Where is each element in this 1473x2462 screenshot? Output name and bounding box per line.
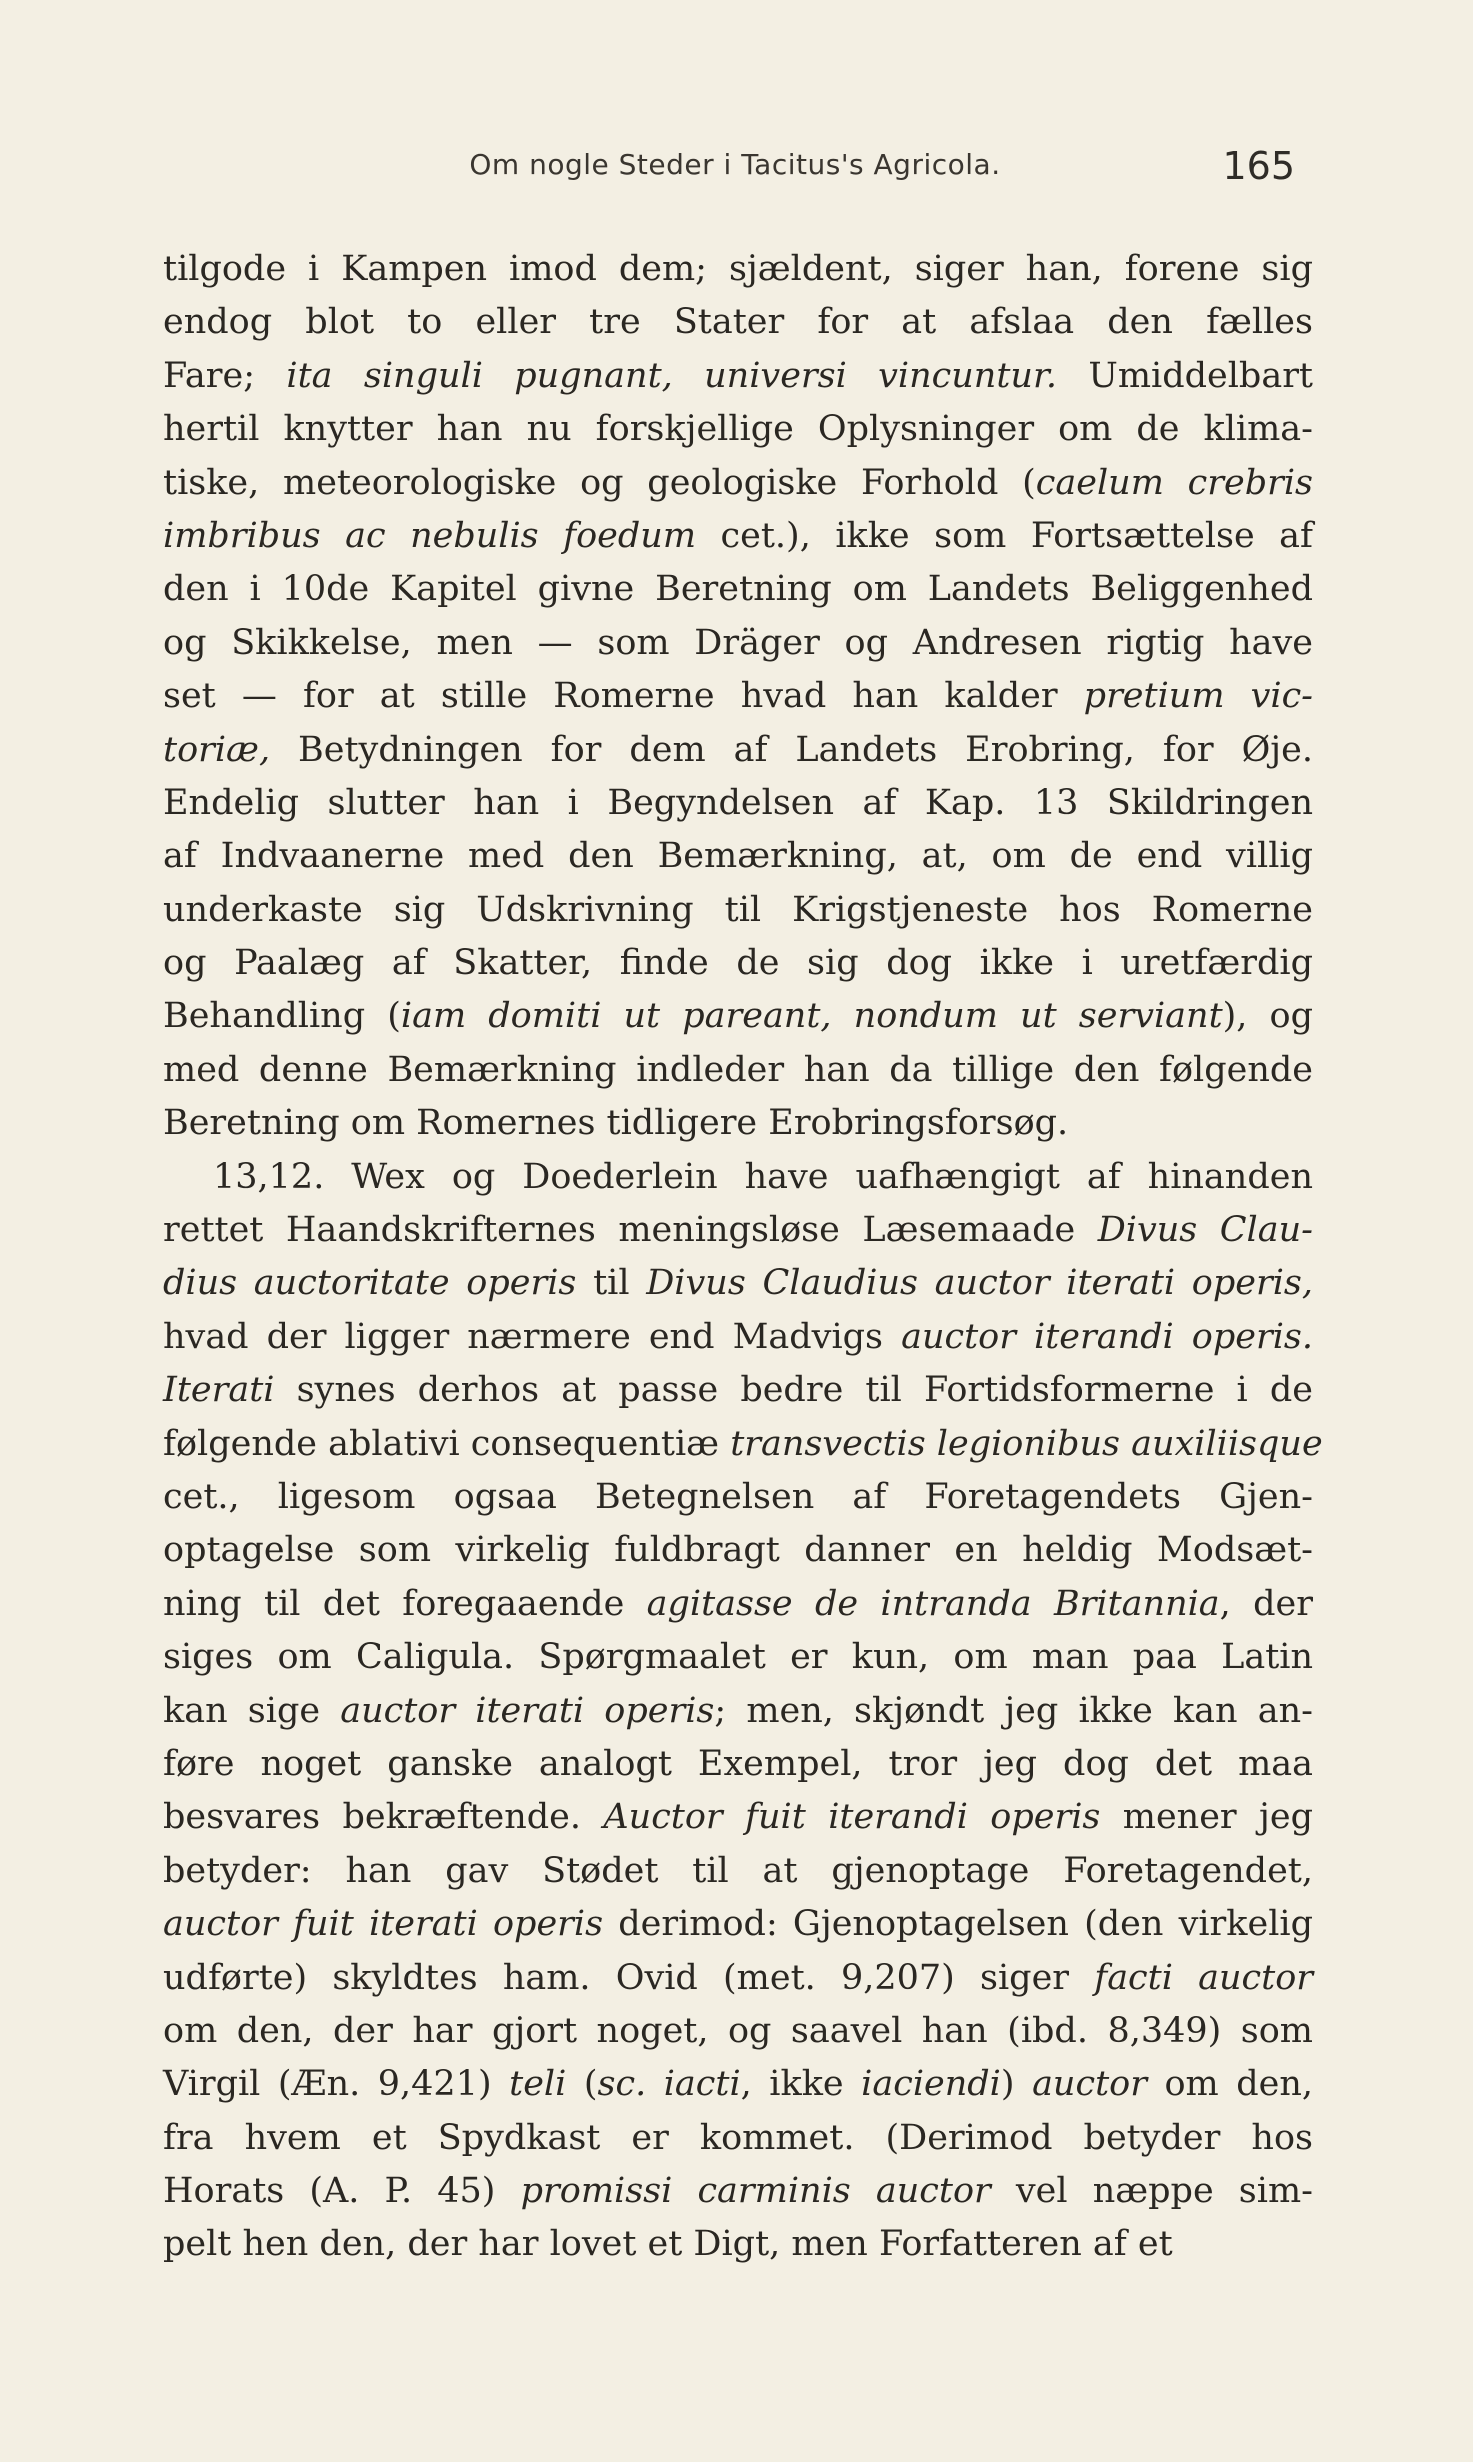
text-segment: følgende ablativi consequentiæ [163,1423,731,1464]
text-line [163,403,1313,456]
text-line [163,2165,1313,2218]
italic-text: transvectis legionibus auxiliisque [730,1423,1323,1464]
text-line [163,1311,1313,1364]
text-line [163,1151,1313,1204]
body-text [163,243,1323,2272]
text-line [163,937,1313,990]
text-line [163,884,1313,937]
text-segment: tilgode i Kampen imod dem; sjældent, siger han, forene sig [163,249,1313,289]
text-segment: af Indvaanerne med den Bemærkning, at, om de end villig [163,836,1313,877]
text-line [163,1418,1323,1471]
text-segment: ) [1000,2064,1033,2105]
text-line [163,1364,1313,1417]
text-segment: siges om Caligula. Spørgmaalet er kun, om man paa Latin [163,1637,1313,1678]
text-segment: med denne Bemærkning indleder han da tillige den følgende [163,1049,1313,1090]
italic-text: Divus Claudius auctor iterati operis, [646,1263,1313,1304]
text-segment: Fare; [163,355,287,396]
text-line [163,1631,1313,1684]
text-line [163,1524,1313,1577]
text-segment: mener jeg [1100,1797,1314,1838]
text-segment: Virgil (Æn. 9,421) [163,2064,510,2105]
text-segment: om den, der har gjort noget, og saavel han (ibd. 8,349) som [163,2010,1313,2051]
text-segment: cet.), ikke som Fortsættelse af [696,515,1314,556]
text-segment: fra hvem et Spydkast er kommet. (Derimod betyder hos [163,2117,1313,2158]
text-segment: , der [1219,1583,1313,1624]
text-line [163,724,1313,777]
italic-text: iaciendi [861,2064,1001,2105]
text-segment: vel næppe sim- [990,2171,1313,2212]
text-segment: Beretning om Romernes tidligere Erobringsforsøg. [163,1103,1069,1144]
text-segment: derimod: Gjenoptagelsen (den virkelig [603,1904,1313,1945]
text-line [163,1845,1313,1898]
text-line [163,1578,1313,1631]
text-segment: ), og [1222,996,1314,1037]
text-line [163,990,1313,1043]
text-line [163,296,1313,349]
text-segment: betyder: han gav Stødet til at gjenoptage Foretagendet, [163,1850,1313,1891]
text-line [163,563,1313,616]
text-segment: ( [566,2064,598,2105]
italic-text: auctor iterandi operis. [901,1316,1313,1357]
text-segment: endog blot to eller tre Stater for at afslaa den fælles [163,302,1313,343]
text-line [163,777,1313,830]
text-line [163,1738,1313,1791]
text-line [163,2058,1313,2111]
text-line [163,510,1313,563]
text-line [163,457,1313,510]
text-segment: til [576,1263,647,1304]
text-line [163,1952,1313,2005]
text-segment: og Skikkelse, men — som Dräger og Andresen rigtig have [163,622,1313,663]
italic-text: Auctor fuit iterandi operis [603,1797,1101,1838]
italic-text: teli [509,2064,567,2105]
italic-text: Divus Clau- [1097,1210,1313,1251]
text-segment: hertil knytter han nu forskjellige Oplysninger om de klima- [163,409,1313,450]
text-segment: hvad der ligger nærmere end Madvigs [163,1316,902,1357]
italic-text: dius auctoritate operis [163,1263,577,1304]
text-segment: tiske, meteorologiske og geologiske Forhold ( [163,462,1036,503]
text-line [163,1044,1313,1097]
text-segment: synes derhos at passe bedre til Fortidsformerne i de [274,1370,1313,1411]
italic-text: promissi carminis auctor [520,2171,991,2212]
text-line [163,1471,1313,1524]
italic-text: iam domiti ut pareant, nondum ut serviant [400,996,1223,1037]
text-segment: set — for at stille Romerne hvad han kalder [163,676,1084,717]
text-segment: Endelig slutter han i Begyndelsen af Kap. 13 Skildringen [163,782,1313,823]
text-segment: underkaste sig Udskrivning til Krigstjeneste hos Romerne [163,889,1313,930]
text-segment: besvares bekræftende. [163,1797,604,1838]
text-segment: udførte) skyldtes ham. Ovid (met. 9,207) siger [163,1957,1095,1998]
text-line [163,243,1313,296]
text-segment: ; men, skjøndt jeg ikke kan an- [714,1690,1313,1731]
italic-text: imbribus ac nebulis foedum [163,515,697,556]
text-segment: 13,12. Wex og Doederlein have uafhængigt af hinanden [213,1156,1313,1197]
italic-text: caelum crebris [1035,462,1313,503]
italic-text: sc. iacti [597,2064,741,2105]
text-segment: pelt hen den, der har lovet et Digt, men Forfatteren af et [163,2224,1173,2265]
text-line [163,2005,1313,2058]
text-line [163,1257,1313,1310]
text-segment: Horats (A. P. 45) [163,2171,521,2212]
text-line [163,2218,1313,2271]
italic-text: facti auctor [1094,1957,1313,1998]
text-line [163,1685,1313,1738]
text-segment: Umiddelbart [1056,355,1313,396]
page-header [165,144,1305,198]
italic-text: Iterati [163,1370,275,1411]
text-line [163,1204,1313,1257]
text-line [163,2112,1313,2165]
text-segment: rettet Haandskrifternes meningsløse Læsemaade [163,1210,1098,1251]
italic-text: ita singuli pugnant, universi vincuntur. [286,355,1057,396]
italic-text: auctor fuit iterati operis [163,1904,604,1945]
text-line [163,1898,1313,1951]
text-segment: føre noget ganske analogt Exempel, tror jeg dog det maa [163,1743,1313,1784]
text-segment: kan sige [163,1690,341,1731]
text-segment: om den, [1146,2064,1314,2105]
running-title: Om nogle Steder i Tacitus's Agricola. [469,148,1001,181]
text-line [163,830,1313,883]
italic-text: agitasse de intranda Britannia [646,1583,1220,1624]
text-line [163,350,1313,403]
text-line [163,1097,1313,1150]
text-line [163,670,1313,723]
text-segment: Behandling ( [163,996,401,1037]
italic-text: toriæ, [163,729,271,770]
text-segment: Betydningen for dem af Landets Erobring, for Øje. [270,729,1313,770]
text-line [163,1791,1313,1844]
text-segment: den i 10de Kapitel givne Beretning om Landets Beliggenhed [163,569,1313,610]
italic-text: pretium vic- [1083,676,1314,717]
text-segment: optagelse som virkelig fuldbragt danner en heldig Modsæt- [163,1530,1313,1571]
italic-text: auctor [1032,2064,1147,2105]
page-number: 165 [1222,144,1295,188]
text-segment: cet., ligesom ogsaa Betegnelsen af Foretagendets Gjen- [163,1476,1313,1517]
italic-text: auctor iterati operis [340,1690,715,1731]
text-line [163,617,1313,670]
text-segment: , ikke [740,2064,862,2105]
text-segment: ning til det foregaaende [163,1583,647,1624]
text-segment: og Paalæg af Skatter, finde de sig dog ikke i uretfærdig [163,943,1313,984]
